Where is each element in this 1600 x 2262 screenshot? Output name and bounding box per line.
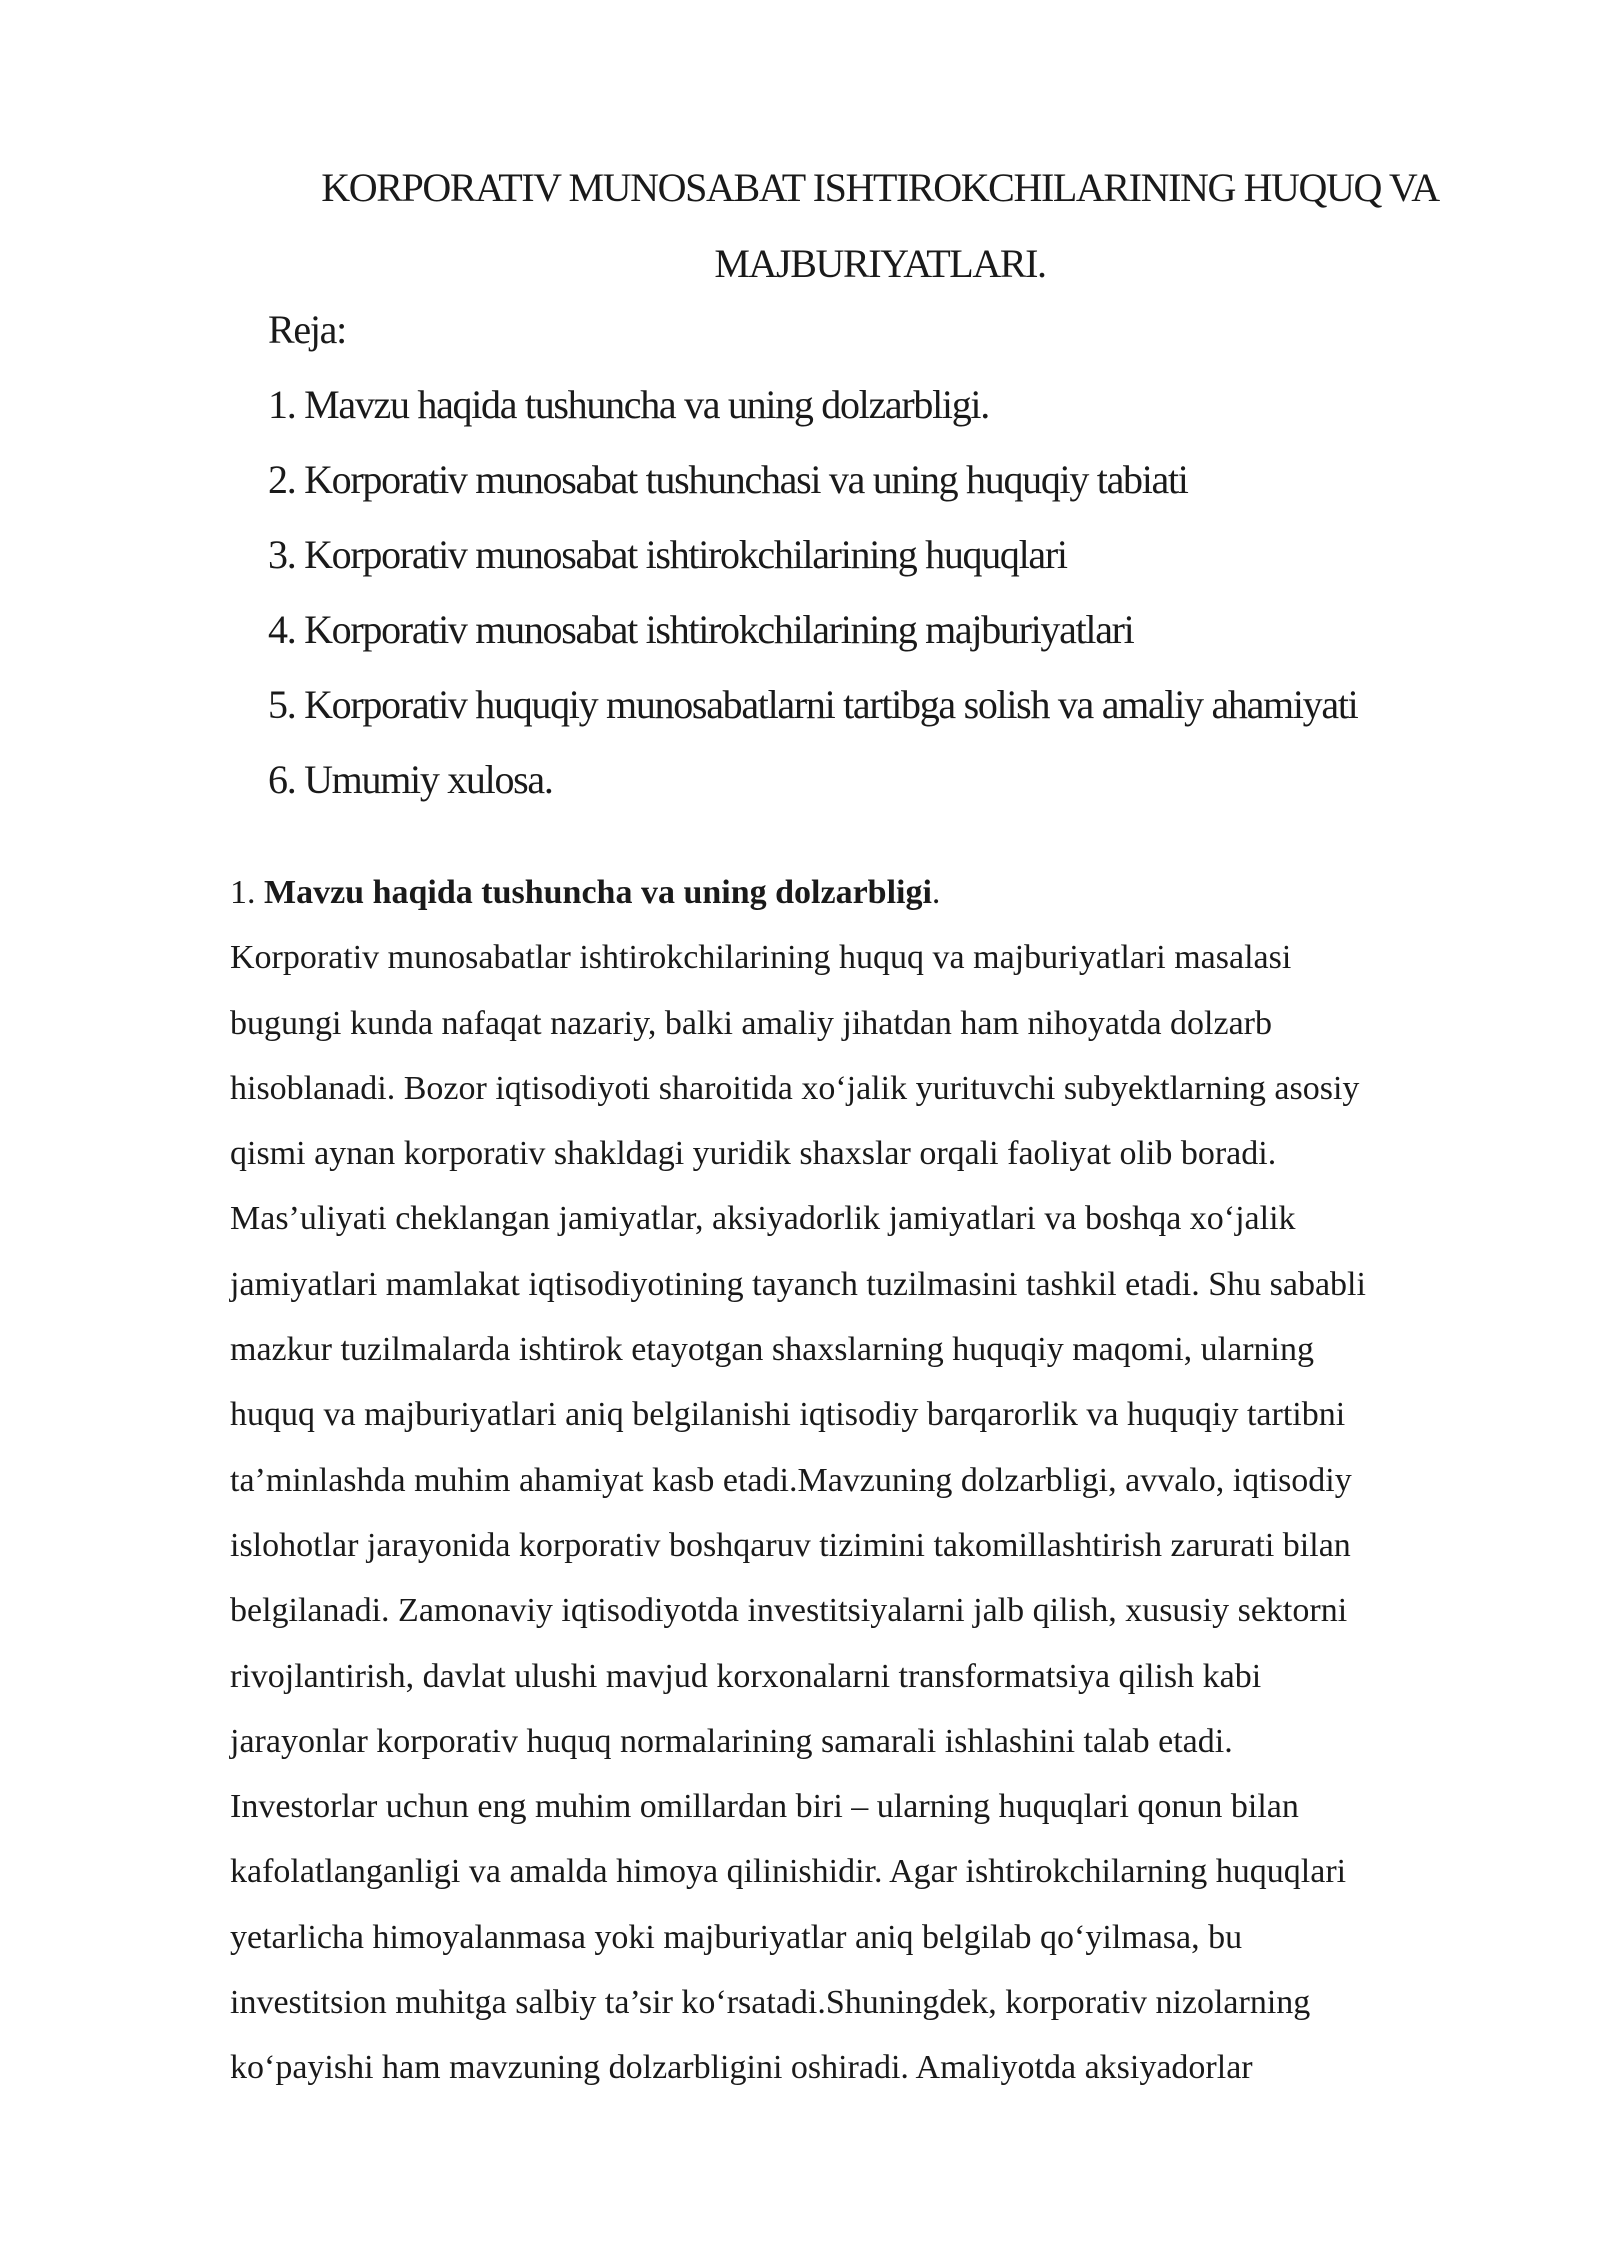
body-line: mazkur tuzilmalarda ishtirok etayotgan shaxslarning huquqiy maqomi, ularning	[230, 1331, 1314, 1369]
body-line: hisoblanadi. Bozor iqtisodiyoti sharoitida xo‘jalik yurituvchi subyektlarning asosiy	[230, 1069, 1360, 1107]
body-line: ta’minlashda muhim ahamiyat kasb etadi.Mavzuning dolzarbligi, avvalo, iqtisodiy	[230, 1461, 1352, 1499]
body-line: Investorlar uchun eng muhim omillardan biri – ularning huquqlari qonun bilan	[230, 1788, 1299, 1826]
title-line-2: MAJBURIYATLARI.	[714, 241, 1046, 286]
plan-item: 5. Korporativ huquqiy munosabatlarni tartibga solish va amaliy ahamiyati	[268, 682, 1358, 727]
body-line: bugungi kunda nafaqat nazariy, balki amaliy jihatdan ham nihoyatda dolzarb	[230, 1004, 1272, 1042]
body-line: rivojlantirish, davlat ulushi mavjud korxonalarni transformatsiya qilish kabi	[230, 1657, 1262, 1695]
body-line: Korporativ munosabatlar ishtirokchilarining huquq va majburiyatlari masalasi	[230, 939, 1292, 977]
body-line: qismi aynan korporativ shakldagi yuridik shaxslar orqali faoliyat olib boradi.	[230, 1135, 1277, 1173]
body-line: kafolatlanganligi va amalda himoya qilinishidir. Agar ishtirokchilarning huquqlari	[230, 1853, 1347, 1891]
plan-item: 1. Mavzu haqida tushuncha va uning dolzarbligi.	[268, 382, 989, 427]
plan-block	[268, 292, 1518, 817]
section-heading-period: .	[931, 874, 941, 911]
body-line: yetarlicha himoyalanmasa yoki majburiyatlar aniq belgilab qo‘yilmasa, bu	[230, 1918, 1243, 1956]
plan-item: 2. Korporativ munosabat tushunchasi va uning huquqiy tabiati	[268, 457, 1188, 502]
section-heading-text: Mavzu haqida tushuncha va uning dolzarbligi	[264, 874, 932, 911]
body-line: huquq va majburiyatlari aniq belgilanishi iqtisodiy barqarorlik va huquqiy tartibni	[230, 1396, 1346, 1434]
body-line: islohotlar jarayonida korporativ boshqaruv tizimini takomillashtirish zarurati bilan	[230, 1526, 1351, 1564]
title-line-1: KORPORATIV MUNOSABAT ISHTIROKCHILARINING HUQUQ VA	[321, 165, 1439, 210]
section-1	[230, 860, 1560, 2101]
section-number: 1.	[230, 874, 264, 911]
body-line: jamiyatlari mamlakat iqtisodiyotining tayanch tuzilmasini tashkil etadi. Shu sababli	[230, 1265, 1366, 1303]
section-body	[230, 925, 1560, 2100]
body-line: belgilanadi. Zamonaviy iqtisodiyotda investitsiyalarni jalb qilish, xususiy sektorni	[230, 1592, 1348, 1630]
plan-item: 6. Umumiy xulosa.	[268, 757, 553, 802]
plan-item: 4. Korporativ munosabat ishtirokchilarining majburiyatlari	[268, 607, 1134, 652]
body-line: ko‘payishi ham mavzuning dolzarbligini oshiradi. Amaliyotda aksiyadorlar	[230, 2049, 1253, 2087]
plan-item: 3. Korporativ munosabat ishtirokchilarining huquqlari	[268, 532, 1067, 577]
plan-label: Reja:	[268, 307, 346, 352]
document-title	[230, 150, 1530, 302]
body-line: jarayonlar korporativ huquq normalarining samarali ishlashini talab etadi.	[230, 1722, 1233, 1760]
section-heading	[230, 860, 1560, 925]
plan-list	[268, 367, 1518, 817]
body-line: Mas’uliyati cheklangan jamiyatlar, aksiyadorlik jamiyatlari va boshqa xo‘jalik	[230, 1200, 1296, 1238]
body-line: investitsion muhitga salbiy ta’sir ko‘rsatadi.Shuningdek, korporativ nizolarning	[230, 1984, 1311, 2022]
